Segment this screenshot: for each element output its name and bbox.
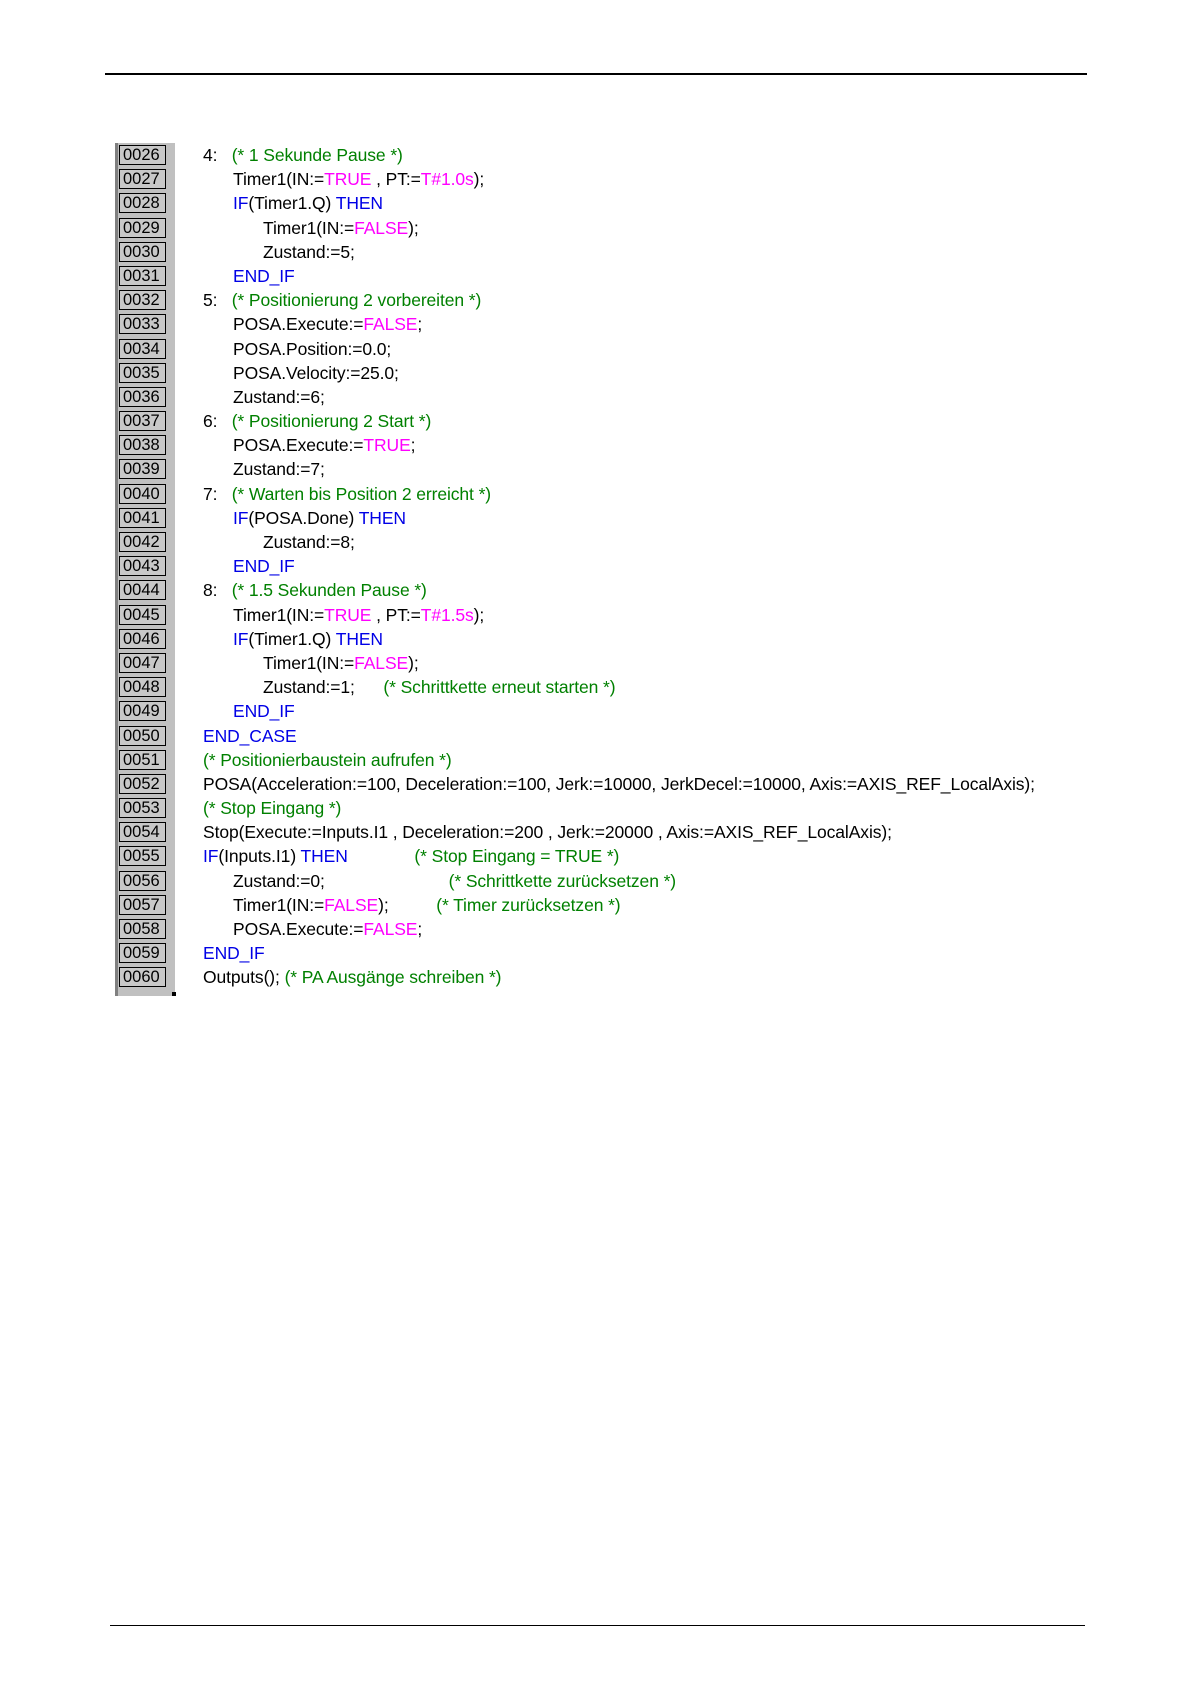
code-token: (Timer1.Q) bbox=[248, 193, 336, 214]
value-token: T#1.0s bbox=[420, 169, 474, 190]
line-number: 0043 bbox=[119, 556, 166, 576]
code-text bbox=[263, 530, 355, 554]
line-number: 0031 bbox=[119, 266, 166, 286]
comment-token: (* Positionierbaustein aufrufen *) bbox=[203, 749, 452, 770]
comment-token: (* Positionierung 2 Start *) bbox=[231, 411, 432, 432]
code-token: Timer1(IN:= bbox=[233, 604, 325, 625]
keyword-token: END_IF bbox=[203, 943, 265, 964]
code-line[interactable] bbox=[115, 482, 1095, 506]
code-token: POSA(Acceleration:=100, Deceleration:=100, Jerk:=10000, JerkDecel:=10000, Axis:=AXIS_REF_LocalAxis); bbox=[203, 773, 1035, 794]
keyword-token: IF bbox=[233, 628, 249, 649]
code-text bbox=[233, 893, 621, 917]
code-token: (Timer1.Q) bbox=[248, 628, 336, 649]
keyword-token: END_IF bbox=[233, 265, 295, 286]
code-line[interactable] bbox=[115, 506, 1095, 530]
code-token: POSA.Execute:= bbox=[233, 435, 364, 456]
code-line[interactable] bbox=[115, 385, 1095, 409]
line-number: 0047 bbox=[119, 653, 166, 673]
code-text bbox=[233, 506, 406, 530]
code-text bbox=[203, 820, 892, 844]
code-line[interactable] bbox=[115, 530, 1095, 554]
code-token: ; bbox=[417, 919, 423, 939]
code-line[interactable] bbox=[115, 191, 1095, 215]
code-text bbox=[233, 603, 484, 627]
code-text bbox=[203, 578, 427, 602]
code-line[interactable] bbox=[115, 457, 1095, 481]
code-text bbox=[233, 627, 383, 651]
line-number: 0053 bbox=[119, 798, 166, 818]
code-text bbox=[233, 312, 422, 336]
code-line[interactable] bbox=[115, 216, 1095, 240]
code-text bbox=[233, 457, 325, 481]
line-number: 0035 bbox=[119, 363, 166, 383]
keyword-token: IF bbox=[203, 846, 219, 867]
line-number: 0029 bbox=[119, 218, 166, 238]
comment-token: (* 1 Sekunde Pause *) bbox=[231, 145, 403, 165]
code-token: Zustand:=0; bbox=[233, 870, 449, 891]
code-text bbox=[233, 191, 383, 215]
comment-token: (* 1.5 Sekunden Pause *) bbox=[231, 580, 427, 601]
keyword-token: THEN bbox=[335, 628, 383, 649]
line-number: 0032 bbox=[119, 290, 166, 310]
code-token: POSA.Execute:= bbox=[233, 314, 364, 335]
code-line[interactable] bbox=[115, 844, 1095, 868]
value-token: FALSE bbox=[354, 217, 409, 238]
code-token: ); bbox=[473, 169, 485, 190]
line-number: 0045 bbox=[119, 605, 166, 625]
line-number: 0027 bbox=[119, 169, 166, 189]
code-line[interactable] bbox=[115, 240, 1095, 264]
code-line[interactable] bbox=[115, 772, 1095, 796]
line-number: 0055 bbox=[119, 846, 166, 866]
code-text bbox=[233, 264, 295, 288]
code-text bbox=[233, 167, 484, 191]
code-line[interactable] bbox=[115, 554, 1095, 578]
code-line[interactable] bbox=[115, 869, 1095, 893]
code-text bbox=[203, 482, 491, 506]
comment-token: (* Positionierung 2 vorbereiten *) bbox=[231, 290, 482, 311]
code-text bbox=[203, 941, 265, 965]
code-text bbox=[263, 651, 419, 675]
comment-token: (* Schrittkette zurücksetzen *) bbox=[448, 870, 677, 891]
comment-token: (* Timer zurücksetzen *) bbox=[436, 894, 621, 915]
comment-token: (* Schrittkette erneut starten *) bbox=[383, 677, 616, 698]
value-token: TRUE bbox=[324, 169, 372, 190]
value-token: TRUE bbox=[363, 435, 411, 456]
line-number: 0049 bbox=[119, 701, 166, 721]
code-text bbox=[203, 965, 501, 989]
line-number: 0044 bbox=[119, 580, 166, 600]
line-number: 0050 bbox=[119, 726, 166, 746]
code-token: Zustand:=8; bbox=[263, 532, 355, 552]
line-number: 0052 bbox=[119, 774, 166, 794]
code-token: POSA.Execute:= bbox=[233, 919, 364, 939]
code-token: POSA.Position:=0.0; bbox=[233, 338, 392, 359]
code-token: ); bbox=[473, 604, 485, 625]
code-token: 8: bbox=[203, 580, 232, 601]
keyword-token: THEN bbox=[300, 846, 348, 867]
code-text bbox=[233, 699, 295, 723]
code-token: ); bbox=[408, 217, 419, 238]
keyword-token: END_IF bbox=[233, 701, 295, 722]
value-token: FALSE bbox=[354, 652, 409, 673]
keyword-token: END_CASE bbox=[203, 725, 297, 746]
code-text bbox=[203, 409, 431, 433]
code-text bbox=[203, 772, 1035, 796]
value-token: FALSE bbox=[363, 919, 418, 939]
code-text bbox=[263, 240, 355, 264]
comment-token: (* Stop Eingang *) bbox=[203, 798, 342, 819]
code-line[interactable] bbox=[115, 312, 1095, 336]
code-text bbox=[233, 917, 422, 941]
line-number: 0058 bbox=[119, 919, 166, 939]
code-token: (Inputs.I1) bbox=[218, 846, 301, 867]
code-token: Zustand:=5; bbox=[263, 241, 355, 262]
code-token: 7: bbox=[203, 483, 232, 504]
code-line[interactable] bbox=[115, 409, 1095, 433]
line-number: 0026 bbox=[119, 145, 166, 165]
code-line[interactable] bbox=[115, 337, 1095, 361]
code-line[interactable] bbox=[115, 917, 1095, 941]
code-line[interactable] bbox=[115, 820, 1095, 844]
code-text bbox=[203, 796, 341, 820]
code-line[interactable] bbox=[115, 578, 1095, 602]
code-token: Stop(Execute:=Inputs.I1 , Deceleration:=200 , Jerk:=20000 , Axis:=AXIS_REF_LocalAxis); bbox=[203, 822, 892, 843]
code-token: 6: bbox=[203, 411, 232, 432]
code-text bbox=[203, 724, 297, 748]
code-token: 4: bbox=[203, 145, 232, 165]
line-number: 0036 bbox=[119, 387, 166, 407]
code-text bbox=[233, 869, 676, 893]
footer-rule bbox=[110, 1625, 1085, 1626]
line-number: 0038 bbox=[119, 435, 166, 455]
line-number: 0040 bbox=[119, 484, 166, 504]
line-number: 0046 bbox=[119, 629, 166, 649]
code-text bbox=[203, 143, 403, 167]
code-lines bbox=[115, 143, 1095, 990]
keyword-token: THEN bbox=[358, 507, 406, 528]
code-line[interactable] bbox=[115, 433, 1095, 457]
line-number: 0034 bbox=[119, 339, 166, 359]
line-number: 0054 bbox=[119, 822, 166, 842]
code-text bbox=[203, 288, 481, 312]
header-rule bbox=[105, 73, 1087, 75]
keyword-token: IF bbox=[233, 507, 249, 528]
code-token: ; bbox=[410, 435, 416, 456]
line-number: 0033 bbox=[119, 314, 166, 334]
value-token: TRUE bbox=[324, 604, 372, 625]
code-editor[interactable] bbox=[115, 143, 1095, 990]
code-token: Timer1(IN:= bbox=[263, 217, 355, 238]
line-number: 0042 bbox=[119, 532, 166, 552]
code-line[interactable] bbox=[115, 264, 1095, 288]
code-line[interactable] bbox=[115, 361, 1095, 385]
code-token: ); bbox=[378, 894, 437, 915]
line-number: 0059 bbox=[119, 943, 166, 963]
code-line[interactable] bbox=[115, 796, 1095, 820]
code-token: 5: bbox=[203, 290, 232, 311]
line-number: 0039 bbox=[119, 459, 166, 479]
code-text bbox=[233, 554, 295, 578]
code-token bbox=[348, 846, 415, 866]
gutter-end-marker bbox=[172, 992, 176, 996]
code-text bbox=[233, 385, 325, 409]
keyword-token: THEN bbox=[335, 193, 383, 214]
code-line[interactable] bbox=[115, 724, 1095, 748]
code-token: Timer1(IN:= bbox=[233, 894, 325, 915]
code-line[interactable] bbox=[115, 965, 1095, 989]
code-token: Zustand:=7; bbox=[233, 459, 325, 480]
code-text bbox=[233, 433, 415, 457]
code-line[interactable] bbox=[115, 288, 1095, 312]
value-token: FALSE bbox=[363, 314, 418, 335]
code-line[interactable] bbox=[115, 651, 1095, 675]
code-line[interactable] bbox=[115, 627, 1095, 651]
code-token: Timer1(IN:= bbox=[233, 169, 325, 190]
code-line[interactable] bbox=[115, 699, 1095, 723]
value-token: T#1.5s bbox=[420, 604, 474, 625]
code-token: Timer1(IN:= bbox=[263, 652, 355, 673]
code-token: (POSA.Done) bbox=[248, 507, 359, 528]
value-token: FALSE bbox=[324, 894, 379, 915]
comment-token: (* Warten bis Position 2 erreicht *) bbox=[231, 483, 492, 504]
code-token: Outputs(); bbox=[203, 967, 285, 988]
line-number: 0057 bbox=[119, 895, 166, 915]
line-number: 0037 bbox=[119, 411, 166, 431]
line-number: 0041 bbox=[119, 508, 166, 528]
code-token: Zustand:=1; bbox=[263, 677, 384, 698]
code-text bbox=[263, 216, 419, 240]
line-number: 0048 bbox=[119, 677, 166, 697]
line-number: 0060 bbox=[119, 967, 166, 987]
code-line[interactable] bbox=[115, 675, 1095, 699]
line-number: 0028 bbox=[119, 193, 166, 213]
code-text bbox=[263, 675, 615, 699]
code-line[interactable] bbox=[115, 941, 1095, 965]
code-line[interactable] bbox=[115, 748, 1095, 772]
code-text bbox=[233, 337, 391, 361]
code-token: Zustand:=6; bbox=[233, 386, 325, 407]
line-number: 0051 bbox=[119, 750, 166, 770]
code-line[interactable] bbox=[115, 893, 1095, 917]
code-line[interactable] bbox=[115, 167, 1095, 191]
comment-token: (* Stop Eingang = TRUE *) bbox=[414, 846, 620, 867]
line-number: 0056 bbox=[119, 871, 166, 891]
code-token: , PT:= bbox=[371, 604, 421, 625]
code-token: ; bbox=[417, 314, 423, 335]
code-text bbox=[203, 748, 452, 772]
keyword-token: END_IF bbox=[233, 556, 295, 577]
code-text bbox=[233, 361, 399, 385]
code-line[interactable] bbox=[115, 603, 1095, 627]
line-number: 0030 bbox=[119, 242, 166, 262]
code-line[interactable] bbox=[115, 143, 1095, 167]
code-token: ); bbox=[408, 652, 419, 673]
code-token: , PT:= bbox=[371, 169, 421, 190]
code-token: POSA.Velocity:=25.0; bbox=[233, 362, 399, 383]
code-text bbox=[203, 844, 619, 868]
comment-token: (* PA Ausgänge schreiben *) bbox=[284, 967, 502, 988]
keyword-token: IF bbox=[233, 193, 249, 214]
